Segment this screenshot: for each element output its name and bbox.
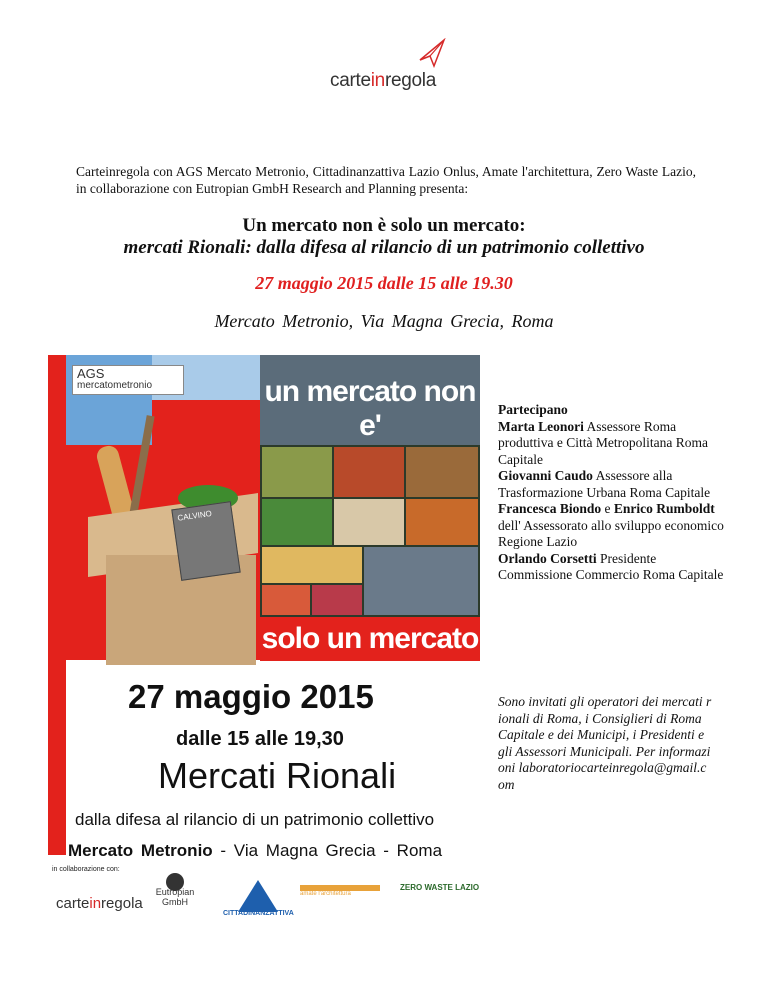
event-place: Mercato Metronio, Via Magna Grecia, Roma: [214, 311, 554, 331]
event-date: 27 maggio 2015 dalle 15 alle 19.30: [255, 273, 513, 293]
photo-vegetables: [262, 447, 332, 497]
carteinregola-logo: [330, 38, 450, 98]
ags-logo: [72, 365, 184, 395]
participant-3: [498, 501, 728, 551]
photo-flowers: [312, 585, 362, 615]
sponsor-zero-waste-lazio: ZERO WASTE LAZIO: [400, 883, 480, 892]
book-illustration: [171, 501, 240, 581]
poster-subtitle: dalla difesa al rilancio di un patrimonio collettivo: [75, 810, 435, 829]
market-photo-collage: [260, 445, 480, 617]
poster-headline-top: un mercato non e': [264, 375, 476, 442]
poster-title: Mercati Rionali: [158, 755, 397, 796]
book-title: CALVINO: [176, 508, 213, 523]
photo-bread: [406, 447, 478, 497]
sponsor-amate-architettura: amate l'architettura: [300, 885, 380, 913]
event-poster: [48, 355, 480, 931]
cittadinanzattiva-icon: [238, 880, 278, 912]
photo-greens: [262, 499, 332, 545]
photo-fruit: [406, 499, 478, 545]
participants-section: [498, 402, 728, 584]
paper-plane-icon: [418, 38, 446, 68]
participant-role: Presidente Commissione Commercio Roma Capitale: [498, 550, 724, 582]
participant-name: Giovanni Caudo: [498, 468, 593, 483]
participant-name: Enrico Rumboldt: [613, 501, 715, 516]
poster-hours: dalle 15 alle 19,30: [176, 728, 344, 750]
event-title: Un mercato non è solo un mercato:: [242, 215, 526, 236]
ags-logo-title: AGS: [77, 366, 105, 381]
invitation-note: Sono invitati gli operatori dei mercati rionali di Roma, i Consiglieri di Roma Capitale e dei Municipi, i Presidenti e gli Assessori Municipali. Per informazioni laboratoriocarteinregola@gmail.com: [498, 694, 712, 792]
sponsor-cittadinanzattiva-logo: [223, 880, 293, 922]
participant-4: [498, 551, 728, 584]
poster-address-street: - Via Magna Grecia - Roma: [220, 841, 443, 860]
participant-name: Marta Leonori: [498, 418, 584, 434]
poster-date: 27 maggio 2015: [128, 678, 374, 715]
sponsor-carteinregola-logo: carteinregola: [56, 895, 143, 912]
photo-garlic: [334, 499, 404, 545]
participant-role: dell' Assessorato allo sviluppo economico Regione Lazio: [498, 517, 724, 549]
photo-market-stall: [334, 447, 404, 497]
participant-role: Assessore Roma produttiva e Città Metropolitana Roma Capitale: [498, 418, 708, 467]
poster-red-stripe: [48, 355, 66, 855]
poster-headline-bottom: solo un mercato: [260, 617, 480, 661]
event-subtitle: mercati Rionali: dalla difesa al rilancio di un patrimonio collettivo: [123, 237, 645, 258]
participant-conjunction: e: [604, 501, 611, 516]
photo-cheese: [262, 547, 362, 583]
logo-text: carteinregola: [330, 70, 436, 91]
sponsor-eutropian: Eutropian GmbH: [155, 887, 195, 907]
collaboration-label: in collaborazione con:: [52, 866, 120, 873]
poster-address: [68, 841, 442, 861]
cittadinanzattiva-label: CITTADINANZATTIVA: [223, 910, 294, 917]
photo-shrimp: [262, 585, 310, 615]
participant-name: Orlando Corsetti: [498, 550, 597, 566]
ags-logo-subtitle: mercatometronio: [77, 380, 153, 391]
participants-heading: Partecipano: [498, 402, 568, 417]
participant-name: Francesca Biondo: [498, 501, 602, 516]
participant-1: [498, 419, 728, 469]
photo-musicians: [364, 547, 478, 615]
participant-2: [498, 468, 728, 501]
intro-paragraph: Carteinregola con AGS Mercato Metronio, Cittadinanzattiva Lazio Onlus, Amate l'architettura, Zero Waste Lazio, in collaborazione con Eutropian GmbH Research and Planning presenta:: [76, 164, 696, 196]
poster-address-venue: Mercato Metronio: [68, 841, 213, 860]
participant-role: Assessore alla Trasformazione Urbana Roma Capitale: [498, 468, 711, 500]
